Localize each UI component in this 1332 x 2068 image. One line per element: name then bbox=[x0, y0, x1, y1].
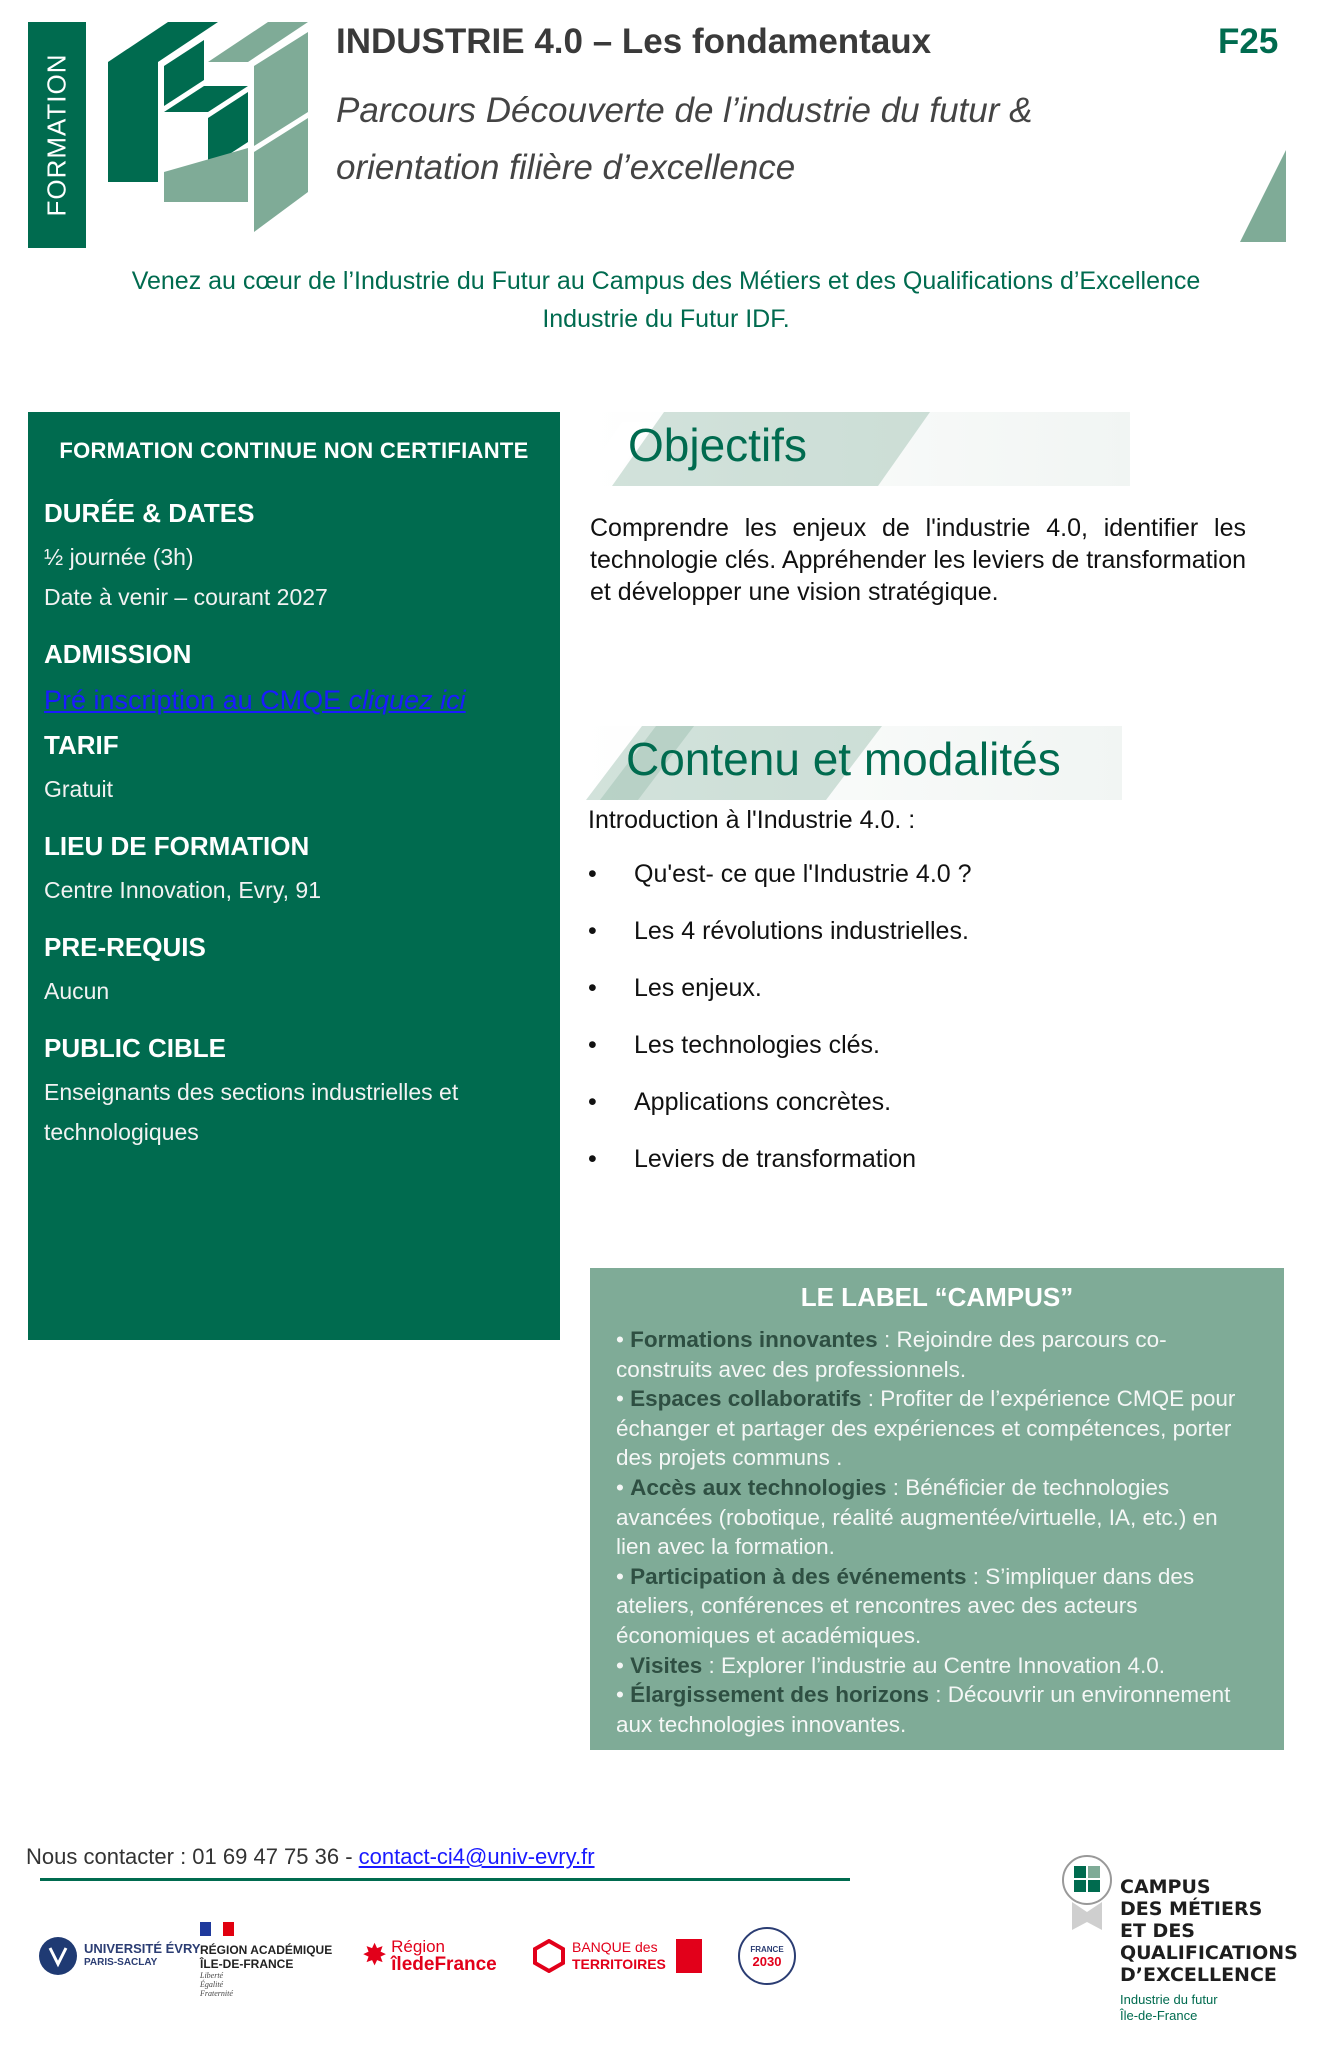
french-flag-icon bbox=[200, 1922, 234, 1936]
cmqe-line-1: CAMPUS bbox=[1120, 1876, 1211, 1898]
subtitle-line-1: Parcours Découverte de l’industrie du futur & bbox=[336, 91, 1033, 130]
cmqe-line-3: ET DES bbox=[1120, 1920, 1195, 1942]
acad-line-3: Liberté bbox=[200, 1971, 224, 1980]
tarif-title: TARIF bbox=[44, 730, 119, 760]
info-panel bbox=[28, 412, 560, 1340]
cmqe-sub-line-1: Industrie du futur bbox=[1120, 1992, 1218, 2007]
admission-section bbox=[44, 639, 544, 722]
france-2030-logo bbox=[738, 1924, 796, 1988]
campus-item: • Participation à des événements : S’impliquer dans des ateliers, conférences et rencontres avec des acteurs économiques et académiques. bbox=[616, 1563, 1195, 1648]
public-line-1: Enseignants des sections industrielles et bbox=[44, 1079, 459, 1105]
duration-value: ½ journée (3h) bbox=[44, 544, 194, 570]
duration-section bbox=[44, 498, 544, 617]
campus-item: • Espaces collaboratifs : Profiter de l’expérience CMQE pour échanger et partager des expériences et compétences, porter des projets communs . bbox=[616, 1386, 1236, 1471]
banque-red-block bbox=[676, 1939, 702, 1973]
contact-phone: Nous contacter : 01 69 47 75 36 - bbox=[26, 1844, 359, 1869]
intro-text bbox=[40, 262, 1292, 338]
campus-item: • Accès aux technologies : Bénéficier de technologies avancées (robotique, réalité augmentée/virtuelle, IA, etc.) en lien avec la formation. bbox=[616, 1474, 1218, 1560]
campus-item: • Visites : Explorer l’industrie au Centre Innovation 4.0. bbox=[616, 1652, 1166, 1678]
acad-line-1: RÉGION ACADÉMIQUE bbox=[200, 1943, 333, 1957]
cmqe-subtitle bbox=[1120, 1992, 1218, 2024]
contenu-heading: Contenu et modalités bbox=[626, 733, 1061, 785]
campus-list bbox=[616, 1325, 1258, 1739]
list-item: • Les enjeux. bbox=[588, 974, 972, 1031]
banque-territoires-logo bbox=[532, 1924, 702, 1988]
public-section bbox=[44, 1033, 544, 1152]
public-line-2: technologiques bbox=[44, 1119, 199, 1145]
list-item: • Qu'est- ce que l'Industrie 4.0 ? bbox=[588, 860, 972, 917]
preinscription-link[interactable]: Pré inscription au CMQE cliquez ici bbox=[44, 685, 466, 715]
cmqe-line-4: QUALIFICATIONS bbox=[1120, 1942, 1298, 1964]
cmqe-line-5: D’EXCELLENCE bbox=[1120, 1964, 1277, 1986]
list-item: • Les 4 révolutions industrielles. bbox=[588, 917, 972, 974]
formation-label: FORMATION bbox=[41, 53, 72, 217]
contenu-list bbox=[588, 860, 972, 1202]
lieu-value: Centre Innovation, Evry, 91 bbox=[44, 877, 321, 903]
lieu-title: LIEU DE FORMATION bbox=[44, 831, 310, 861]
prereq-value: Aucun bbox=[44, 978, 110, 1004]
dates-value: Date à venir – courant 2027 bbox=[44, 584, 328, 610]
region-line-2: îledeFrance bbox=[391, 1954, 497, 1975]
evry-logo-line-1: UNIVERSITÉ ÉVRY bbox=[84, 1941, 201, 1956]
corner-decoration bbox=[1240, 150, 1286, 242]
cmqe-sub-line-2: Île-de-France bbox=[1120, 2008, 1198, 2023]
tarif-value: Gratuit bbox=[44, 776, 114, 802]
campus-heading: LE LABEL “CAMPUS” bbox=[800, 1282, 1074, 1312]
industrie-logo-icon bbox=[108, 22, 308, 232]
acad-line-4: Égalité bbox=[200, 1980, 224, 1989]
tarif-section bbox=[44, 730, 544, 809]
objectifs-heading-block bbox=[590, 412, 1130, 486]
cmqe-title bbox=[1120, 1876, 1298, 1986]
duration-title: DURÉE & DATES bbox=[44, 498, 255, 528]
acad-line-2: ÎLE-DE-FRANCE bbox=[200, 1957, 294, 1971]
evry-logo-line-2: PARIS-SACLAY bbox=[84, 1957, 158, 1968]
france-line-2: 2030 bbox=[752, 1954, 782, 1969]
document-title: INDUSTRIE 4.0 – Les fondamentaux bbox=[336, 22, 932, 61]
prereq-title: PRE-REQUIS bbox=[44, 932, 206, 962]
campus-item: • Élargissement des horizons : Découvrir un environnement aux technologies innovantes. bbox=[616, 1682, 1231, 1737]
subtitle-line-2: orientation filière d’excellence bbox=[336, 148, 796, 187]
document-subtitle bbox=[336, 82, 1136, 196]
contact-email-link[interactable]: contact-ci4@univ-evry.fr bbox=[358, 1844, 595, 1869]
contact-line bbox=[26, 1844, 595, 1870]
formation-vertical-label bbox=[28, 22, 86, 248]
region-academique-logo bbox=[200, 1922, 350, 1998]
list-item: • Leviers de transformation bbox=[588, 1145, 972, 1202]
banque-hexagon-icon bbox=[532, 1939, 566, 1973]
banque-line-2: TERRITOIRES bbox=[572, 1956, 666, 1972]
region-idf-logo bbox=[362, 1924, 497, 1988]
evry-emblem-icon bbox=[38, 1936, 78, 1976]
contenu-intro: Introduction à l'Industrie 4.0. : bbox=[588, 806, 916, 834]
france-line-1: FRANCE bbox=[750, 1945, 784, 1954]
lieu-section bbox=[44, 831, 544, 910]
acad-line-5: Fraternité bbox=[200, 1989, 233, 1998]
list-item: • Les technologies clés. bbox=[588, 1031, 972, 1088]
region-star-icon: ✸ bbox=[362, 1939, 388, 1972]
objectifs-heading: Objectifs bbox=[628, 419, 807, 471]
region-line-1: Région bbox=[391, 1937, 446, 1956]
contenu-heading-block bbox=[582, 726, 1122, 800]
public-title: PUBLIC CIBLE bbox=[44, 1033, 226, 1063]
campus-label-box bbox=[590, 1268, 1284, 1750]
list-item: • Applications concrètes. bbox=[588, 1088, 972, 1145]
universite-evry-logo bbox=[38, 1924, 201, 1988]
panel-heading: FORMATION CONTINUE NON CERTIFIANTE bbox=[59, 438, 529, 463]
campus-item: • Formations innovantes : Rejoindre des parcours co-construits avec des professionnels. bbox=[616, 1327, 1167, 1382]
intro-line-2: Industrie du Futur IDF. bbox=[542, 305, 790, 333]
cmqe-emblem-icon bbox=[1058, 1854, 1116, 1934]
prereq-section bbox=[44, 932, 544, 1011]
cmqe-line-2: DES MÉTIERS bbox=[1120, 1898, 1263, 1920]
intro-line-1: Venez au cœur de l’Industrie du Futur au Campus des Métiers et des Qualifications d’Excellence bbox=[131, 267, 1201, 295]
banque-line-1: BANQUE des bbox=[572, 1939, 658, 1955]
footer-divider bbox=[40, 1878, 850, 1881]
admission-title: ADMISSION bbox=[44, 639, 192, 669]
course-code: F25 bbox=[1218, 22, 1279, 61]
objectifs-text: Comprendre les enjeux de l'industrie 4.0, identifier les technologie clés. Appréhender les leviers de transformation et développer une vision stratégique. bbox=[590, 514, 1246, 606]
